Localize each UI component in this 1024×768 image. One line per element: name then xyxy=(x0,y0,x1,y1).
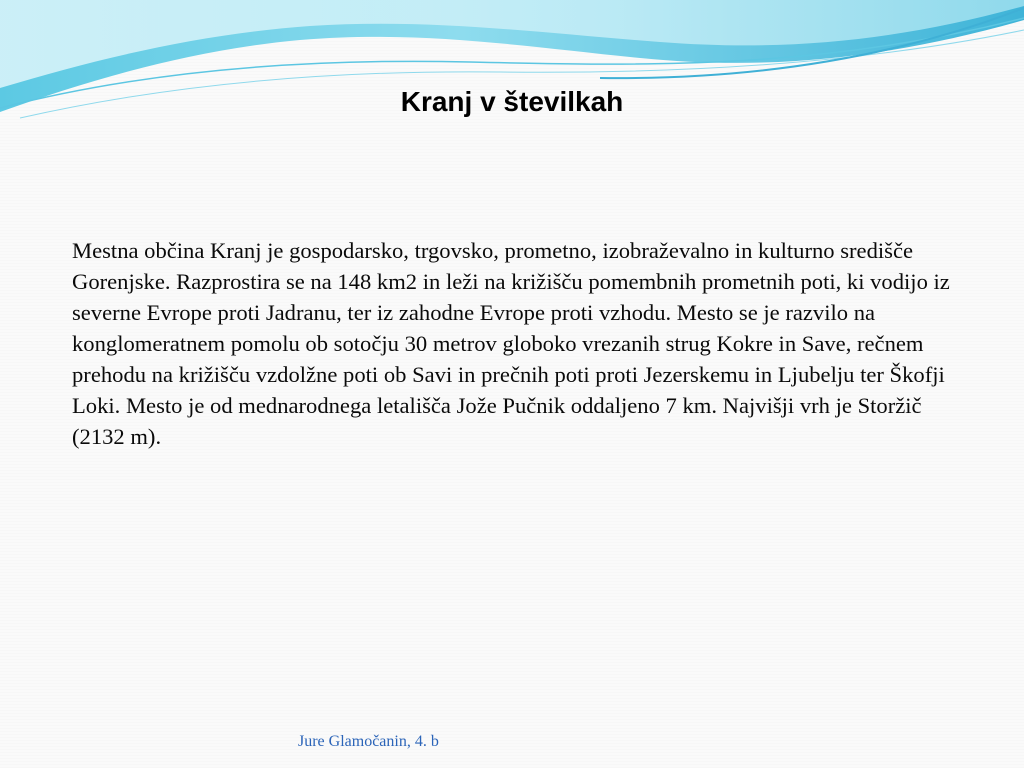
slide-title xyxy=(0,84,1024,120)
slide-footer-author: Jure Glamočanin, 4. b xyxy=(298,733,439,750)
slide-body-paragraph: Mestna občina Kranj je gospodarsko, trgovsko, prometno, izobraževalno in kulturno središče Gorenjske. Razprostira se na 148 km2 in leži na križišču pomembnih prometnih poti, ki vodijo iz severne Evrope proti Jadranu, ter iz zahodne Evrope proti vzhodu. Mesto se je razvilo na konglomeratnem pomolu ob sotočju 30 metrov globoko vrezanih strug Kokre in Save, rečnem prehodu na križišču vzdolžne poti ob Savi in prečnih poti proti Jezerskemu in Ljubelju ter Škofji Loki. Mesto je od mednarodnega letališča Jože Pučnik oddaljeno 7 km. Najvišji vrh je Storžič (2132 m). xyxy=(72,238,950,449)
slide-title-text: Kranj v številkah xyxy=(400,86,624,117)
